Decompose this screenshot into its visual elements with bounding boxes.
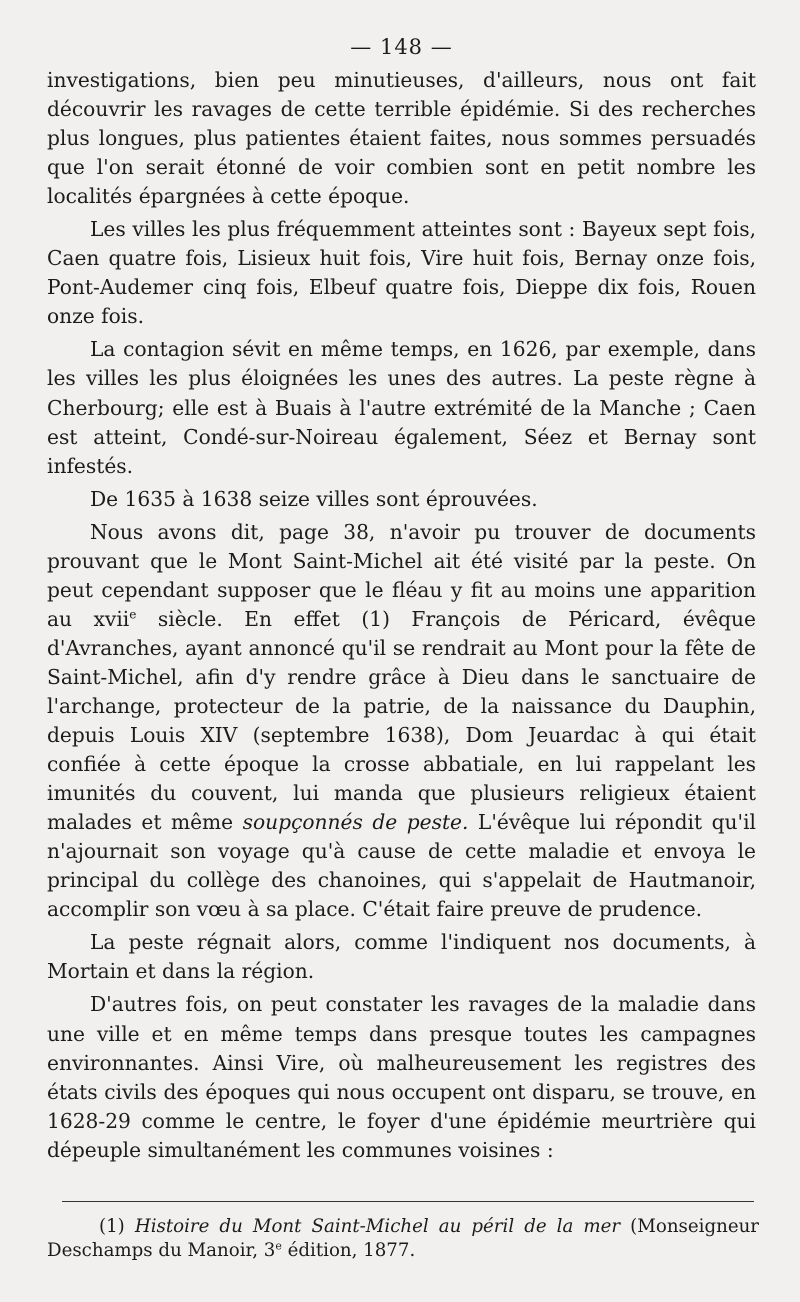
italic-phrase: soupçonnés de peste. xyxy=(242,810,469,835)
paragraph-5 xyxy=(47,518,756,925)
paragraph-6: La peste régnait alors, comme l'indiquent nos documents, à Mortain et dans la région. xyxy=(47,930,756,984)
paragraph-3: La contagion sévit en même temps, en 1626, par exemple, dans les villes les plus éloignées les unes des autres. La peste règne à Cherbourg; elle est à Buais à l'autre extrémité de la Manche ; Caen est atteint, Condé-sur-Noireau également, Séez et Bernay sont infestés. xyxy=(47,337,756,478)
paragraph-5-part-2: siècle. En effet (1) François de Péricard, évêque d'Avranches, ayant annoncé qu'il se rendrait au Mont pour la fête de Saint-Michel, afin d'y rendre grâce à Dieu dans le sanctuaire de l'archange, protecteur de la patrie, de la naissance du Dauphin, depuis Louis XIV (septembre 1638), Dom Jeuardac à qui était confiée à cette époque la crosse abbatiale, en lui rappelant les imunités du couvent, lui manda que plusieurs religieux étaient malades et même xyxy=(47,606,756,835)
body-text xyxy=(47,66,756,1165)
paragraph-1: investigations, bien peu minutieuses, d'ailleurs, nous ont fait découvrir les ravages de cette terrible épidémie. Si des recherches plus longues, plus patientes étaient faites, nous sommes persuadés que l'on serait étonné de voir combien sont en petit nombre les localités épargnées à cette époque. xyxy=(47,68,756,209)
paragraph-5-part-3: L'évêque lui répondit qu'il n'ajournait son voyage qu'à cause de cette maladie et envoya le principal du collège des chanoines, qui s'appelait de Hautmanoir, accomplir son vœu à sa place. C'était faire preuve de prudence. xyxy=(47,810,757,922)
footnote xyxy=(47,1215,759,1263)
paragraph-4: De 1635 à 1638 seize villes sont éprouvées. xyxy=(90,486,538,511)
superscript-e: e xyxy=(129,607,137,622)
footnote-title: Histoire du Mont Saint-Michel au péril de la mer xyxy=(134,1216,621,1237)
page-number: — 148 — xyxy=(350,35,453,59)
footnote-text-2: édition, 1877. xyxy=(281,1240,416,1261)
paragraph-2: Les villes les plus fréquemment atteintes sont : Bayeux sept fois, Caen quatre fois, Lisieux huit fois, Vire huit fois, Bernay onze fois, Pont-Audemer cinq fois, Elbeuf quatre fois, Dieppe dix fois, Rouen onze fois. xyxy=(47,217,756,329)
footnote-marker: (1) xyxy=(99,1216,135,1237)
footnote-divider xyxy=(62,1201,754,1202)
paragraph-5-part-1: Nous avons dit, page 38, n'avoir pu trouver de documents prouvant que le Mont Saint-Michel ait été visité par la peste. On peut cependant supposer que le fléau y fit au moins une apparition au xvii xyxy=(47,519,756,631)
paragraph-7: D'autres fois, on peut constater les ravages de la maladie dans une ville et en même temps dans presque toutes les campagnes environnantes. Ainsi Vire, où malheureusement les registres des états civils des époques qui nous occupent ont disparu, se trouve, en 1628-29 comme le centre, le foyer d'une épidémie meurtrière qui dépeuple simultanément les communes voisines : xyxy=(47,992,756,1162)
footnote-superscript: e xyxy=(275,1239,282,1253)
footnote-text-1: (Monseigneur Deschamps du Manoir, 3 xyxy=(47,1216,759,1261)
